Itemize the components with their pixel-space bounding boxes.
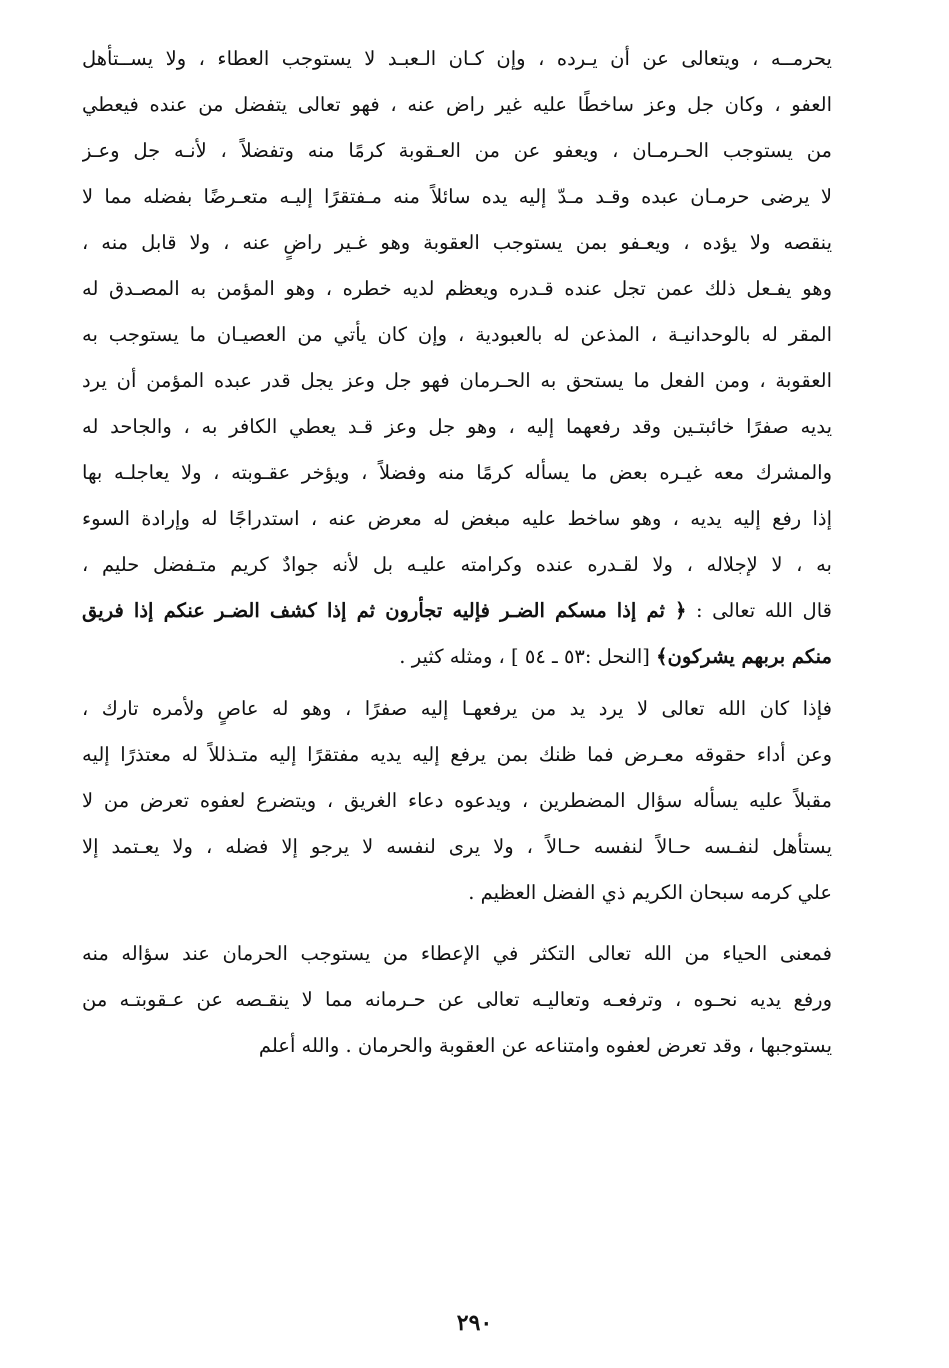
- quran-citation: [النحل :٥٣ ـ ٥٤ ] ، ومثله كثير .: [399, 645, 657, 668]
- text-line: لا يرضى حرمـان عبده وقـد مـدّ إليه يده سائلاً منه مـفتقرًا إليـه متعـرضًا بفضله مما لا: [82, 185, 832, 208]
- text-line: يستأهل لنفـسه حـالاً لنفسه حـالاً ، ولا يرى لنفسه لا يرجو إلا فضله ، ولا يعـتمد إلا: [82, 835, 832, 858]
- text-line: يديه صفرًا خائبتـين وقد رفعهما إليه ، وهو جل وعز قـد يعطي الكافر به ، والجاحد له: [82, 415, 832, 438]
- text-line: فمعنى الحياء من الله تعالى التكثر في الإعطاء من يستوجب الحرمان عند سؤاله منه: [82, 942, 832, 965]
- text-line: العقوبة ، ومن الفعل ما يستحق به الحـرمان فهو جل وعز يجل قدر عبده المؤمن أن يرد: [82, 369, 832, 392]
- paragraph-3: [82, 931, 832, 1069]
- quran-quote-line: [82, 588, 832, 634]
- text-line: ينقصه ولا يؤده ، ويعـفو بمن يستوجب العقوبة وهو غـير راضٍ عنه ، ولا قابل منه ،: [82, 231, 832, 254]
- text-line: وهو يفـعل ذلك عمن تجل عنده قـدره ويعظم لديه خطره ، وهو المؤمن به المصـدق له: [82, 277, 832, 300]
- text-line: به ، لا لإجلاله ، ولا لقـدره عنده وكرامته عليـه بل لأنه جوادٌ كريم متـفضل حليم ،: [82, 553, 832, 576]
- quran-verse-end: منكم بربهم يشركون﴾: [656, 645, 832, 668]
- paragraph-2: [82, 686, 832, 916]
- paragraph-1: [82, 36, 832, 680]
- text-line: العفو ، وكان جل وعز ساخطًا عليه غير راض عنه ، فهو تعالى يتفضل من عنده فيعطي: [82, 93, 832, 116]
- text-line: من يستوجب الحـرمـان ، ويعفو عن من العـقوبة كرمًا منه وتفضلاً ، لأنـه جل وعـز: [82, 139, 832, 162]
- text-line: إذا رفع إليه يديه ، وهو ساخط عليه مبغض له معرض عنه ، استدراجًا له وإرادة السوء: [82, 507, 832, 530]
- quran-verse: ﴿ ثم إذا مسكم الضـر فإليه تجأرون ثم إذا كشف الضـر عنكم إذا فريق: [82, 599, 687, 622]
- quran-intro: قال الله تعالى :: [686, 599, 832, 622]
- text-line: فإذا كان الله تعالى لا يرد يد من يرفعهـا إليه صفرًا ، وهو له عاصٍ ولأمره تارك ،: [82, 697, 832, 720]
- text-line: يستوجبها ، وقد تعرض لعفوه وامتناعه عن العقوبة والحرمان . والله أعلم: [258, 1034, 832, 1057]
- text-line: والمشرك معه غيـره بعض ما يسأله كرمًا منه وفضلاً ، ويؤخر عقـوبته ، ولا يعاجلـه بها: [82, 461, 832, 484]
- quran-citation-line: [82, 634, 832, 680]
- text-line: وعن أداء حقوقه معـرض فما ظنك بمن يرفع إليه يديه مفتقرًا إليه متـذللاً له معتذرًا إليه: [82, 743, 832, 766]
- text-line: ورفع يديه نحـوه ، وترفعـه وتعاليـه تعالى عن حـرمانه مما لا ينقـصه عن عـقوبتـه من: [82, 988, 832, 1011]
- text-line: يحرمــه ، ويتعالى عن أن يـرده ، وإن كـان الـعبـد لا يستوجب العطاء ، ولا يســتأهل: [82, 47, 832, 70]
- text-line: علي كرمه سبحان الكريم ذي الفضل العظيم .: [468, 881, 832, 904]
- page-number: ٢٩٠: [456, 1310, 493, 1336]
- text-line: مقبلاً عليه يسأله سؤال المضطرين ، ويدعوه دعاء الغريق ، ويتضرع لعفوه تعرض من لا: [82, 789, 832, 812]
- text-line: المقر له بالوحدانيـة ، المذعن له بالعبودية ، وإن كان يأتي من العصيـان ما يستوجب به: [82, 323, 832, 346]
